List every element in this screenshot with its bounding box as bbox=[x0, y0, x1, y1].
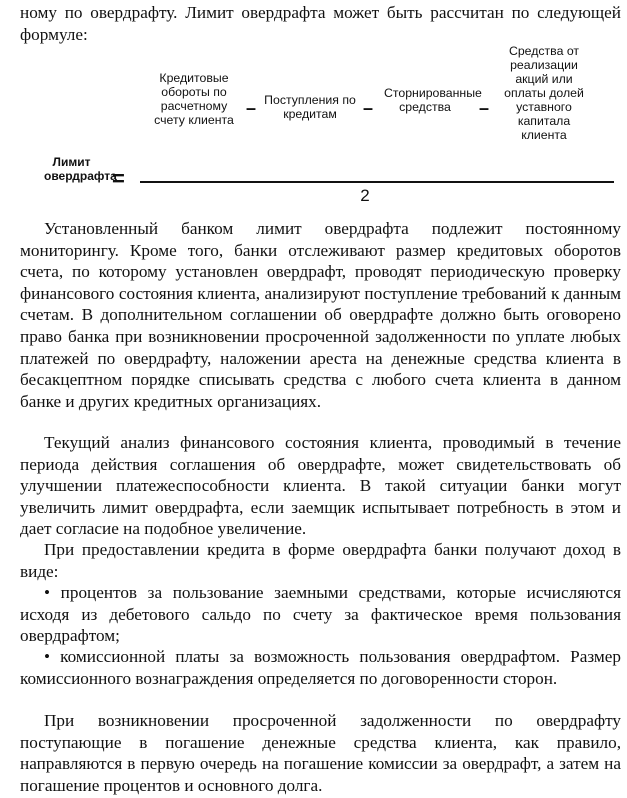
paragraph-monitoring: Установленный банком лимит овердрафта подлежит постоянному мониторингу. Кроме того, банки отслеживают размер кредитовых оборотов счета, по которому установлен овердрафт, проводят периодическую проверку финансового состояния клиента, анализируют поступление требований к данным счетам. В дополнительном соглашении об овердрафте должно быть оговорено право банка при возникновении просроченной задолженности по уплате любых платежей по овердрафту, наложении ареста на денежные средства клиента в бесакцептном порядке списывать средства с любого счета клиента в данном банке и других кредитных организациях. bbox=[20, 219, 621, 411]
formula-term-loan-receipts: Поступления по кредитам bbox=[264, 93, 356, 121]
formula-term-credit-turnover: Кредитовые обороты по расчетному счету клиента bbox=[154, 71, 234, 127]
formula-lhs: Лимит овердрафта bbox=[44, 155, 117, 183]
formula-denominator: 2 bbox=[360, 186, 370, 205]
list-item-commission: • комиссионной платы за возможность пользования овердрафтом. Размер комиссионного вознаграждения определяется по договоренности сторон. bbox=[20, 647, 621, 688]
formula-term-reversed-funds: Сторнированные средства bbox=[384, 86, 482, 114]
intro-text: ному по овердрафту. Лимит овердрафта может быть рассчитан по следующей формуле: bbox=[20, 3, 621, 44]
formula-equals-sign: = bbox=[112, 166, 125, 191]
list-item-interest: • процентов за пользование заемными средствами, которые исчисляются исходя из дебетового сальдо по счету за фактическое время пользования овердрафтом; bbox=[20, 583, 621, 646]
formula-fraction-line bbox=[140, 181, 614, 183]
formula-minus-2: – bbox=[363, 98, 374, 118]
formula-minus-3: – bbox=[479, 98, 490, 118]
formula-minus-1: – bbox=[246, 98, 257, 118]
paragraph-current-analysis: Текущий анализ финансового состояния клиента, проводимый в течение периода действия соглашения об овердрафте, может свидетельствовать об улучшении платежеспособности клиента. В такой ситуации банки могут увеличить лимит овердрафта, если заемщик испытывает потребность в этом и дает согласие на подобное увеличение. bbox=[20, 433, 621, 539]
formula-term-share-sale-funds: Средства от реализации акций или оплаты долей уставного капитала клиента bbox=[504, 44, 584, 142]
paragraph-income-intro: При предоставлении кредита в форме овердрафта банки получают доход в виде: bbox=[20, 540, 621, 581]
paragraph-overdue-debt: При возникновении просроченной задолженности по овердрафту поступающие в погашение денежные средства клиента, как правило, направляются в первую очередь на погашение комиссии за овердрафт, а затем на погашение процентов и основного долга. bbox=[20, 711, 621, 795]
